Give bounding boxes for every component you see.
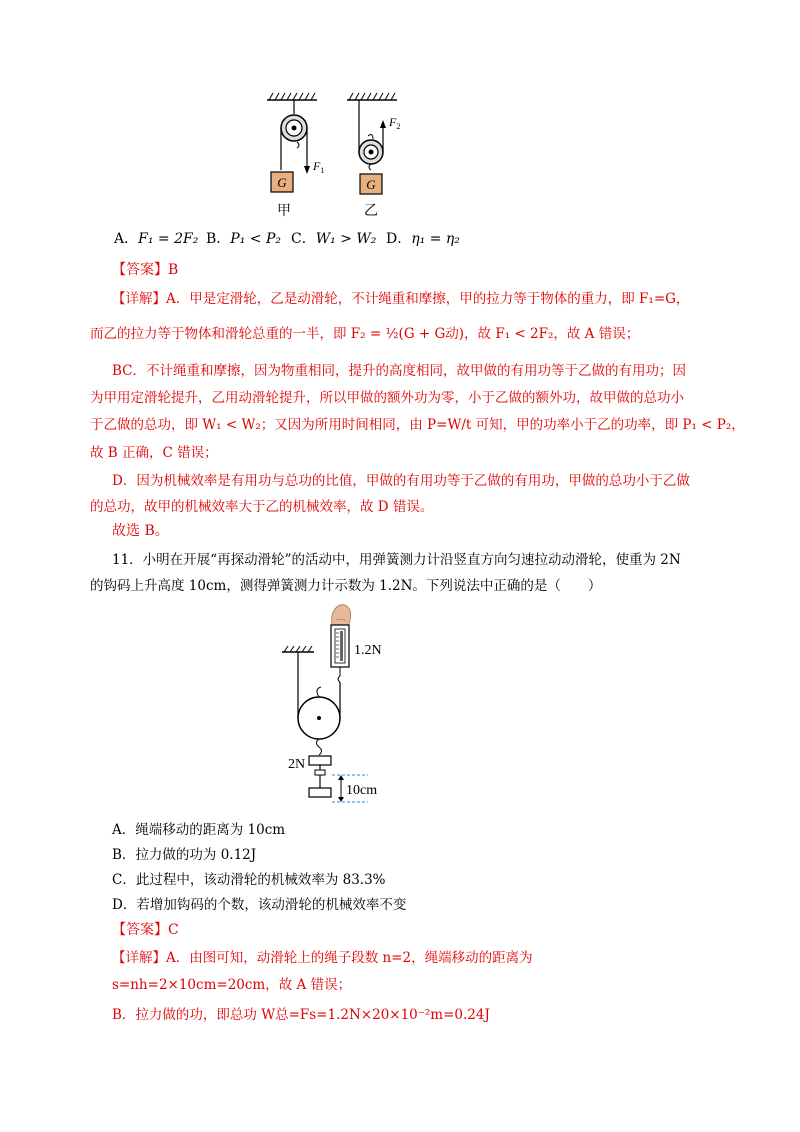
q11-detail-a2: s=nh=2×10cm=20cm，故 A 错误； [112, 977, 352, 993]
q11-option-a: A．绳端移动的距离为 10cm [112, 822, 286, 838]
q10-detail-3b: 的总功，故甲的机械效率大于乙的机械效率，故 D 错误。 [90, 499, 434, 515]
q11-option-c: C．此过程中，该动滑轮的机械效率为 83.3% [112, 872, 386, 888]
q10-detail-1a: 【详解】A．甲是定滑轮，乙是动滑轮，不计绳重和摩擦，甲的拉力等于物体的重力，即 F₁=G， [112, 291, 690, 307]
ceiling-right [347, 93, 397, 100]
q10-detail-2d: 故 B 正确，C 错误； [90, 445, 218, 461]
q10-detail-2c: 于乙做的总功，即 W₁ < W₂；又因为所用时间相同，由 P=W/t 可知，甲的功率小于乙的功率，即 P₁ < P₂， [90, 417, 745, 433]
weight-label-right: G [366, 177, 376, 192]
movable-pulley [359, 100, 386, 170]
force1-label: $F_1$ [313, 159, 325, 175]
ceiling-left [267, 93, 317, 100]
q11-detail-a1: 【详解】A．由图可知，动滑轮上的绳子段数 n=2，绳端移动的距离为 [112, 950, 533, 966]
figure-label-jia: 甲 [277, 204, 291, 218]
q11-answer: 【答案】C [112, 922, 179, 938]
q11-stem-line1: 11．小明在开展“再探动滑轮”的活动中，用弹簧测力计沿竖直方向匀速拉动动滑轮，使重为 2N [112, 552, 681, 568]
q10-detail-1b: 而乙的拉力等于物体和滑轮总重的一半，即 F₂ = ½(G + G动)，故 F₁ < 2F₂，故 A 错误； [90, 326, 640, 342]
hook-weights [309, 756, 331, 797]
q10-detail-3a: D．因为机械效率是有用功与总功的比值，甲做的有用功等于乙做的有用功，甲做的总功小于乙做 [112, 473, 690, 489]
q11-option-d: D．若增加钩码的个数，该动滑轮的机械效率不变 [112, 897, 407, 913]
pulley-figure-jia-yi [255, 88, 415, 218]
q11-stem-line2: 的钩码上升高度 10cm，测得弹簧测力计示数为 1.2N。下列说法中正确的是（ ） [90, 578, 602, 594]
q10-detail-2a: BC．不计绳重和摩擦，因为物重相同，提升的高度相同，故甲做的有用功等于乙做的有用功；因 [112, 363, 686, 379]
q10-option-b: B．P₁ < P₂ [206, 231, 281, 247]
weight-label-2n: 2N [288, 757, 306, 772]
q11-option-b: B．拉力做的功为 0.12J [112, 847, 257, 863]
weight-label-left: G [277, 175, 287, 190]
spring-scale-pulley-figure [280, 600, 410, 808]
q10-option-c: C．W₁ > W₂ [291, 231, 377, 247]
hand-icon [332, 605, 351, 626]
q10-option-d: D．η₁ = η₂ [386, 231, 460, 247]
q11-detail-b: B．拉力做的功，即总功 W总=Fs=1.2N×20×10⁻²m=0.24J [112, 1007, 490, 1023]
fixed-pulley [281, 100, 310, 174]
figure-label-yi: 乙 [364, 204, 378, 218]
scale-reading: 1.2N [354, 643, 382, 658]
spring-scale [331, 625, 349, 682]
q10-option-a: A．F₁ = 2F₂ [114, 231, 199, 247]
q10-answer: 【答案】B [112, 262, 179, 278]
height-label: 10cm [346, 783, 378, 798]
q10-conclusion: 故选 B。 [112, 523, 169, 539]
movable-pulley-q11 [298, 687, 340, 755]
q10-detail-2b: 为甲用定滑轮提升，乙用动滑轮提升，所以甲做的额外功为零，小于乙做的额外功，故甲做的总功小 [90, 390, 684, 406]
force2-label: $F_2$ [389, 115, 401, 131]
ceiling [282, 646, 314, 652]
